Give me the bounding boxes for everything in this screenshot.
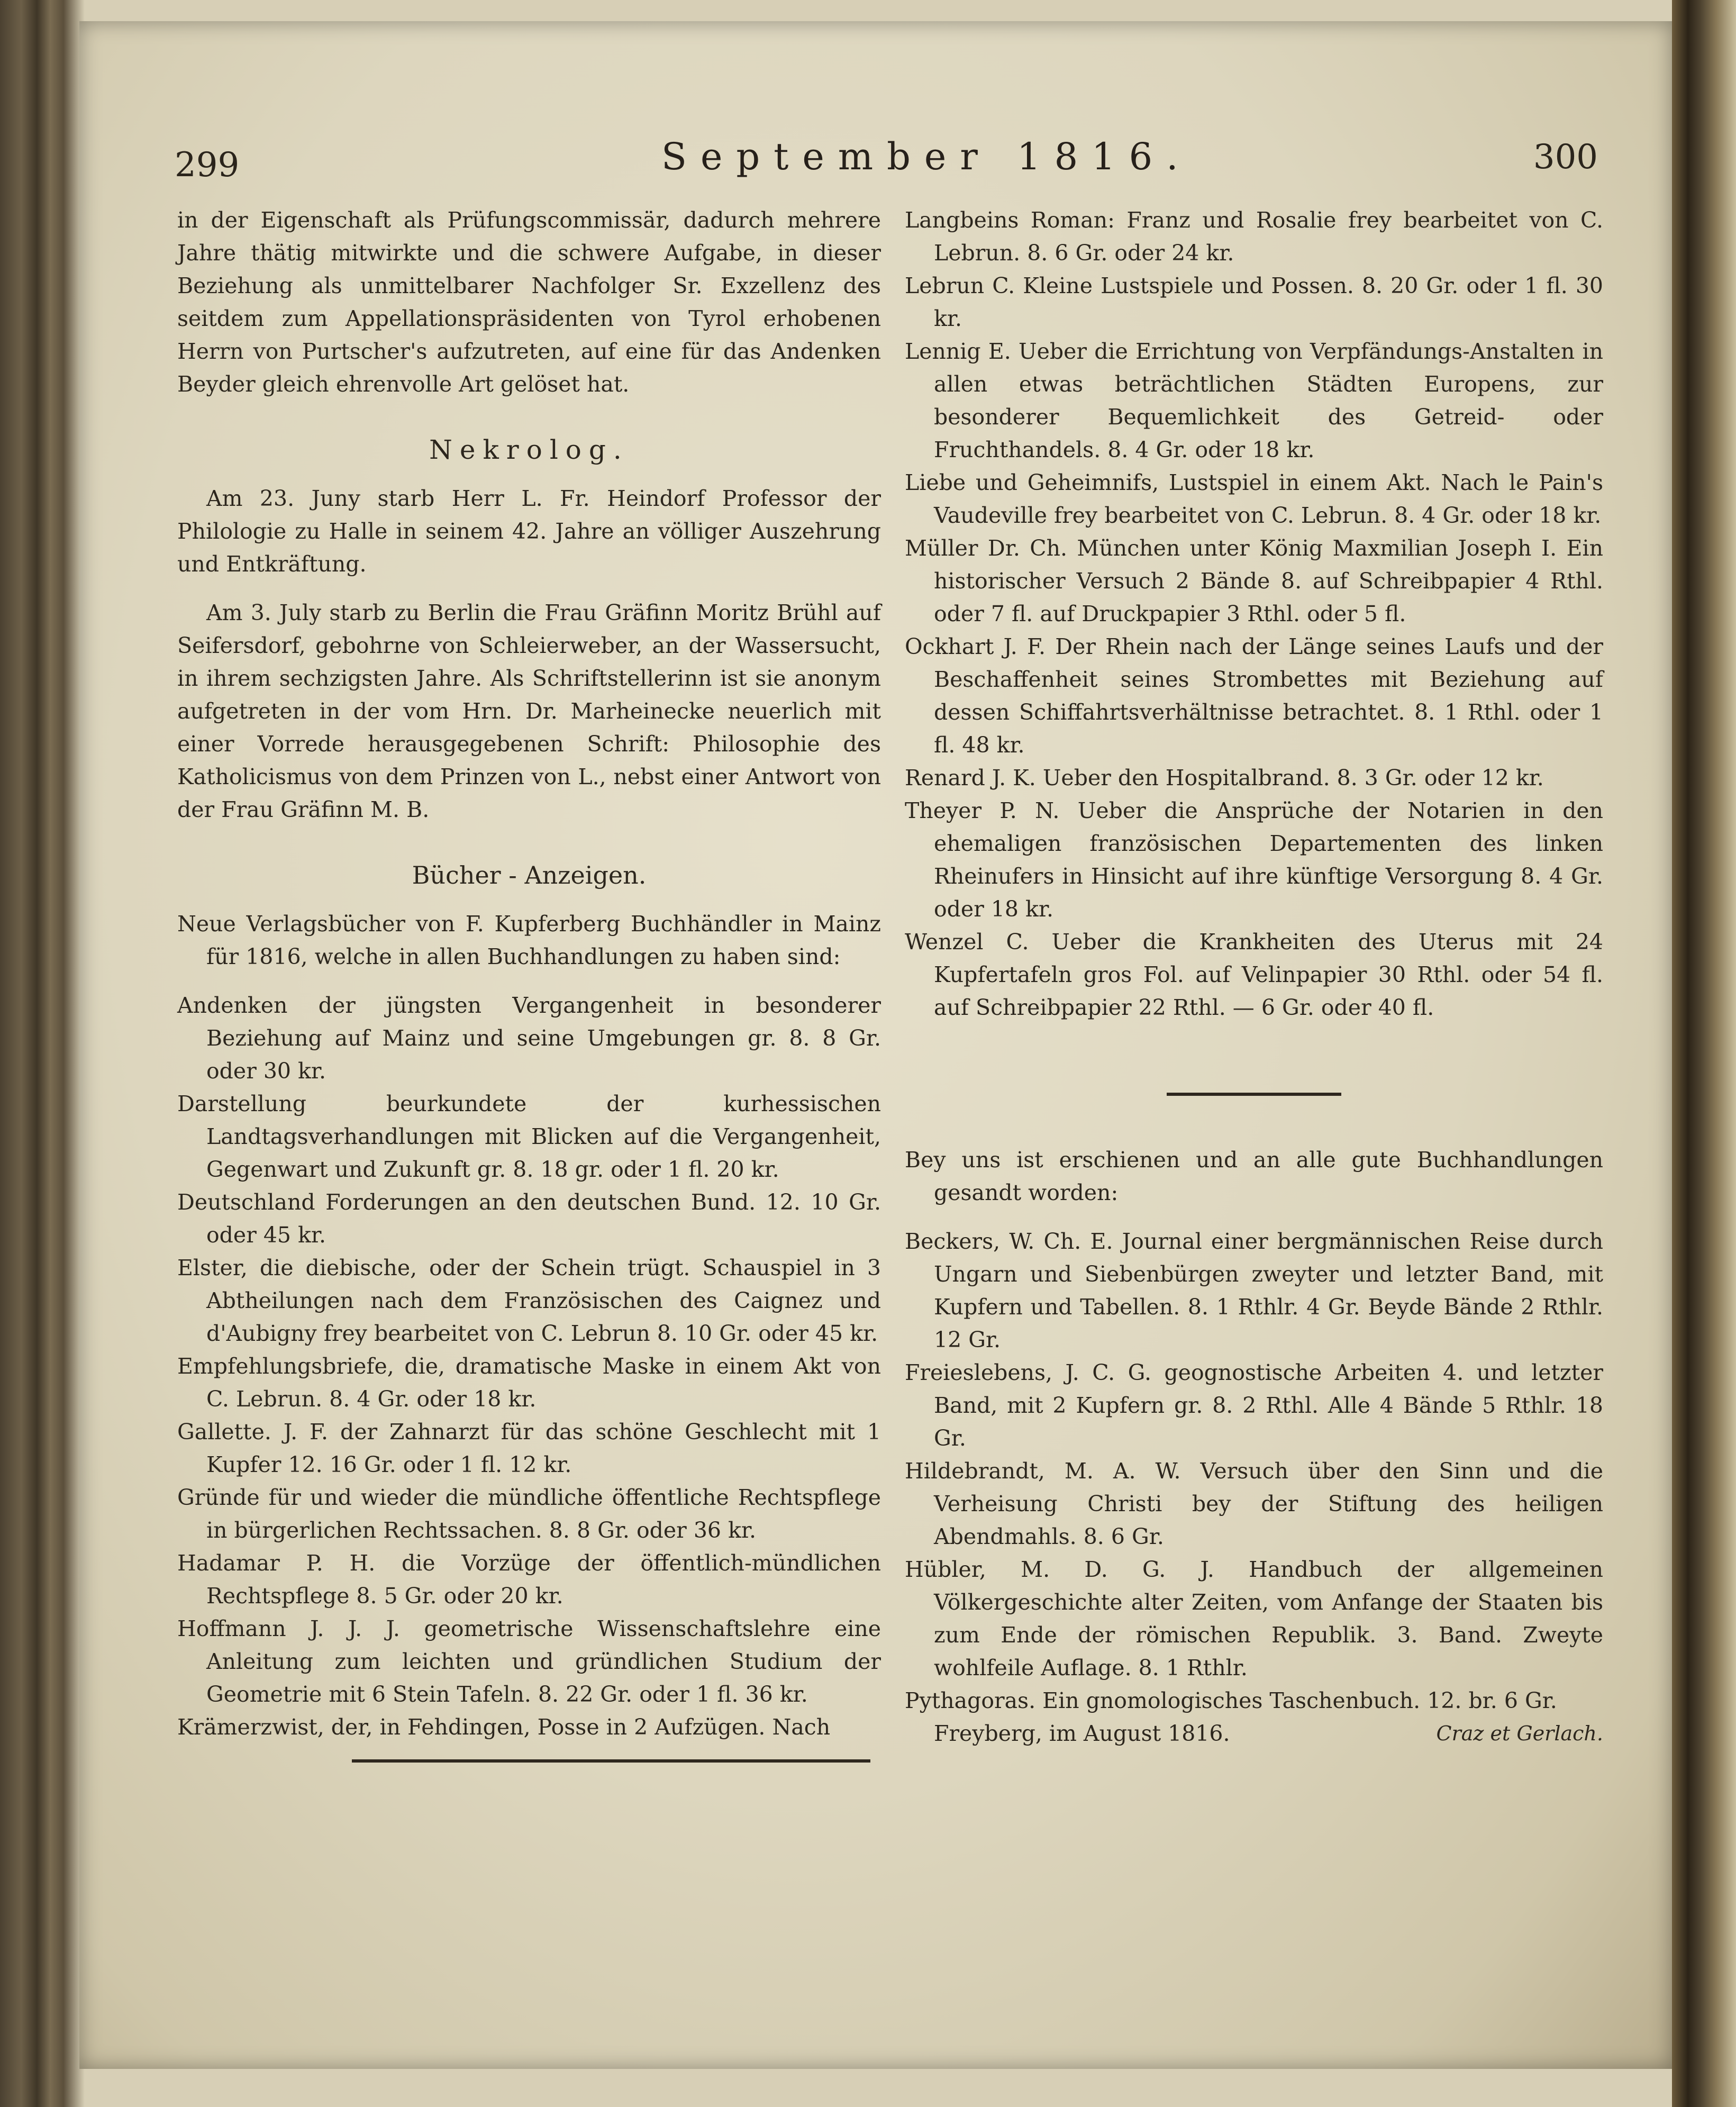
book-list-left: [177, 989, 881, 1743]
list-item: Beckers, W. Ch. E. Journal einer bergmännischen Reise durch Ungarn und Siebenbürgen zweyter und letzter Band, mit Kupfern und Tabellen. 8. 1 Rthlr. 4 Gr. Beyde Bände 2 Rthlr. 12 Gr.: [905, 1229, 1603, 1352]
list-item: Renard J. K. Ueber den Hospitalbrand. 8. 3 Gr. oder 12 kr.: [905, 765, 1544, 791]
right-column: [905, 204, 1603, 1750]
book-list-right: [905, 204, 1603, 1024]
list-item: Liebe und Geheimnifs, Lustspiel in einem Akt. Nach le Pain's Vaudeville frey bearbeitet von C. Lebrun. 8. 4 Gr. oder 18 kr.: [905, 470, 1603, 528]
list-item: Andenken der jüngsten Vergangenheit in besonderer Beziehung auf Mainz und seine Umgebungen gr. 8. 8 Gr. oder 30 kr.: [177, 993, 881, 1084]
list-item: Freieslebens, J. C. G. geognostische Arbeiten 4. und letzter Band, mit 2 Kupfern gr. 8. 2 Rthl. Alle 4 Bände 5 Rthlr. 18 Gr.: [905, 1360, 1603, 1451]
list-item: Krämerzwist, der, in Fehdingen, Posse in 2 Aufzügen. Nach: [177, 1714, 831, 1740]
left-page-number: 299: [175, 146, 240, 185]
necrology-heading: Nekrolog.: [429, 434, 629, 465]
list-item: Darstellung beurkundete der kurhessischen Landtagsverhandlungen mit Blicken auf die Vergangenheit, Gegenwart und Zukunft gr. 8. 18 gr. oder 1 fl. 20 kr.: [177, 1091, 881, 1182]
list-item: Theyer P. N. Ueber die Ansprüche der Notarien in den ehemaligen französischen Departementen des linken Rheinufers in Hinsicht auf ihre künftige Versorgung 8. 4 Gr. oder 18 kr.: [905, 798, 1603, 922]
list-item: Empfehlungsbriefe, die, dramatische Maske in einem Akt von C. Lebrun. 8. 4 Gr. oder 18 kr.: [177, 1354, 881, 1412]
list-item: Ockhart J. F. Der Rhein nach der Länge seines Laufs und der Beschaffenheit seines Strombettes mit Beziehung auf dessen Schiffahrtsverhältnisse betrachtet. 8. 1 Rthl. oder 1 fl. 48 kr.: [905, 634, 1603, 758]
publisher-notice: Bey uns ist erschienen und an alle gute Buchhandlungen gesandt worden:: [905, 1147, 1603, 1205]
list-item: Gallette. J. F. der Zahnarzt für das schöne Geschlecht mit 1 Kupfer 12. 16 Gr. oder 1 fl. 12 kr.: [177, 1419, 881, 1477]
book-ads-heading: Bücher - Anzeigen.: [412, 861, 647, 889]
signature-line: [905, 1717, 1603, 1750]
book-ads-intro: Neue Verlagsbücher von F. Kupferberg Buchhändler in Mainz für 1816, welche in allen Buchhandlungen zu haben sind:: [177, 911, 881, 969]
list-item: Wenzel C. Ueber die Krankheiten des Uterus mit 24 Kupfertafeln gros Fol. auf Velinpapier 30 Rthl. oder 54 fl. auf Schreibpapier 22 Rthl. — 6 Gr. oder 40 fl.: [905, 929, 1603, 1020]
place-date: Freyberg, im August 1816.: [934, 1721, 1230, 1746]
list-item: Pythagoras. Ein gnomologisches Taschenbuch. 12. br. 6 Gr.: [905, 1688, 1557, 1713]
list-item: Müller Dr. Ch. München unter König Maxmilian Joseph I. Ein historischer Versuch 2 Bände 8. auf Schreibpapier 4 Rthl. oder 7 fl. auf Druckpapier 3 Rthl. oder 5 fl.: [905, 535, 1603, 626]
necrology-entry-2: Am 3. July starb zu Berlin die Frau Gräfinn Moritz Brühl auf Seifersdorf, gebohrne von Schleierweber, an der Wassersucht, in ihrem sechzigsten Jahre. Als Schriftstellerinn ist sie anonym aufgetreten in der vom Hrn. Dr. Marheinecke neuerlich mit einer Vorrede herausgegebenen Schrift: Philosophie des Katholicismus von dem Prinzen von L., nebst einer Antwort von der Frau Gräfinn M. B.: [177, 600, 881, 822]
list-item: Elster, die diebische, oder der Schein trügt. Schauspiel in 3 Abtheilungen nach dem Französischen des Caignez und d'Aubigny frey bearbeitet von C. Lebrun 8. 10 Gr. oder 45 kr.: [177, 1255, 881, 1346]
running-header: [175, 135, 1598, 198]
list-item: Deutschland Forderungen an den deutschen Bund. 12. 10 Gr. oder 45 kr.: [177, 1189, 881, 1248]
intro-paragraph: in der Eigenschaft als Prüfungscommissär, dadurch mehrere Jahre thätig mitwirkte und die schwere Aufgabe, in dieser Beziehung als unmittelbarer Nachfolger Sr. Exzellenz des seitdem zum Appellationspräsidenten von Tyrol erhobenen Herrn von Purtscher's aufzutreten, auf eine für das Andenken Beyder gleich ehrenvolle Art gelöset hat.: [177, 207, 881, 397]
list-item: Gründe für und wieder die mündliche öffentliche Rechtspflege in bürgerlichen Rechtssachen. 8. 8 Gr. oder 36 kr.: [177, 1485, 881, 1543]
publisher-book-list: [905, 1225, 1603, 1717]
list-item: Hoffmann J. J. J. geometrische Wissenschaftslehre eine Anleitung zum leichten und gründlichen Studium der Geometrie mit 6 Stein Tafeln. 8. 22 Gr. oder 1 fl. 36 kr.: [177, 1616, 881, 1707]
list-item: Hildebrandt, M. A. W. Versuch über den Sinn und die Verheisung Christi bey der Stiftung des heiligen Abendmahls. 8. 6 Gr.: [905, 1458, 1603, 1549]
list-item: Lennig E. Ueber die Errichtung von Verpfändungs-Anstalten in allen etwas beträchtlichen Städten Europens, zur besonderer Bequemlichkeit des Getreid- oder Fruchthandels. 8. 4 Gr. oder 18 kr.: [905, 339, 1603, 462]
list-item: Langbeins Roman: Franz und Rosalie frey bearbeitet von C. Lebrun. 8. 6 Gr. oder 24 kr.: [905, 207, 1603, 266]
list-item: Hübler, M. D. G. J. Handbuch der allgemeinen Völkergeschichte alter Zeiten, vom Anfange der Staaten bis zum Ende der römischen Republik. 3. Band. Zweyte wohlfeile Auflage. 8. 1 Rthlr.: [905, 1557, 1603, 1681]
page-bottom-rule: [352, 1759, 870, 1763]
necrology-entry-1: Am 23. Juny starb Herr L. Fr. Heindorf Professor der Philologie zu Halle in seinem 42. Jahre an völliger Auszehrung und Entkräftung.: [177, 486, 881, 577]
list-item: Hadamar P. H. die Vorzüge der öffentlich-mündlichen Rechtspflege 8. 5 Gr. oder 20 kr.: [177, 1550, 881, 1609]
right-page-number: 300: [1533, 138, 1598, 177]
publisher-signature: Craz et Gerlach.: [1436, 1722, 1603, 1745]
left-column: [177, 204, 881, 1763]
running-title: September 1816.: [661, 135, 1192, 178]
book-gutter: [1672, 0, 1736, 2107]
list-item: Lebrun C. Kleine Lustspiele und Possen. 8. 20 Gr. oder 1 fl. 30 kr.: [905, 273, 1603, 331]
